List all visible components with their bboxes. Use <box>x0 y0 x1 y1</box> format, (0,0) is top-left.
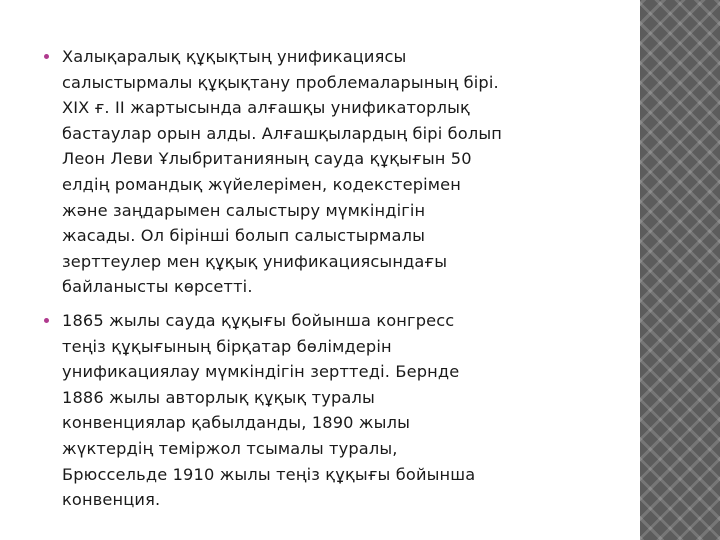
bullet-line: салыстырмалы құқықтану проблемаларының бірі. <box>62 72 499 92</box>
bullet-line: бастаулар орын алды. Алғашқылардың бірі болып <box>62 123 503 143</box>
bullet-list <box>40 44 620 513</box>
bullet-line: конвенция. <box>62 490 161 510</box>
bullet-line: зерттеулер мен құқық унификациясындағы <box>62 251 448 271</box>
bullet-line: теңіз құқығының бірқатар бөлімдерін <box>62 336 392 356</box>
bullet-line: байланысты көрсетті. <box>62 277 253 297</box>
bullet-dot-icon <box>44 54 49 59</box>
slide-content <box>40 44 620 521</box>
bullet-line: Леон Леви Ұлыбританияның сауда құқығын 50 <box>62 149 472 169</box>
bullet-line: 1865 жылы сауда құқығы бойынша конгресс <box>62 310 455 330</box>
bullet-line: XIX ғ. II жартысында алғашқы унификаторлық <box>62 98 470 118</box>
bullet-line: жасады. Ол бірінші болып салыстырмалы <box>62 226 425 246</box>
decorative-side-strip <box>640 0 720 540</box>
bullet-line: және заңдарымен салыстыру мүмкіндігін <box>62 200 426 220</box>
bullet-dot-icon <box>44 318 49 323</box>
bullet-item <box>40 308 620 513</box>
bullet-line: конвенциялар қабылданды, 1890 жылы <box>62 413 411 433</box>
bullet-line: елдің романдық жүйелерімен, кодекстерімен <box>62 174 461 194</box>
bullet-line: унификациялау мүмкіндігін зерттеді. Бернде <box>62 362 460 382</box>
bullet-item <box>40 44 620 300</box>
bullet-line: Брюссельде 1910 жылы теңіз құқығы бойынша <box>62 464 476 484</box>
bullet-line: 1886 жылы авторлық құқық туралы <box>62 387 375 407</box>
bullet-line: Халықаралық құқықтың унификациясы <box>62 47 407 66</box>
bullet-line: жүктердің теміржол тсымалы туралы, <box>62 438 398 458</box>
